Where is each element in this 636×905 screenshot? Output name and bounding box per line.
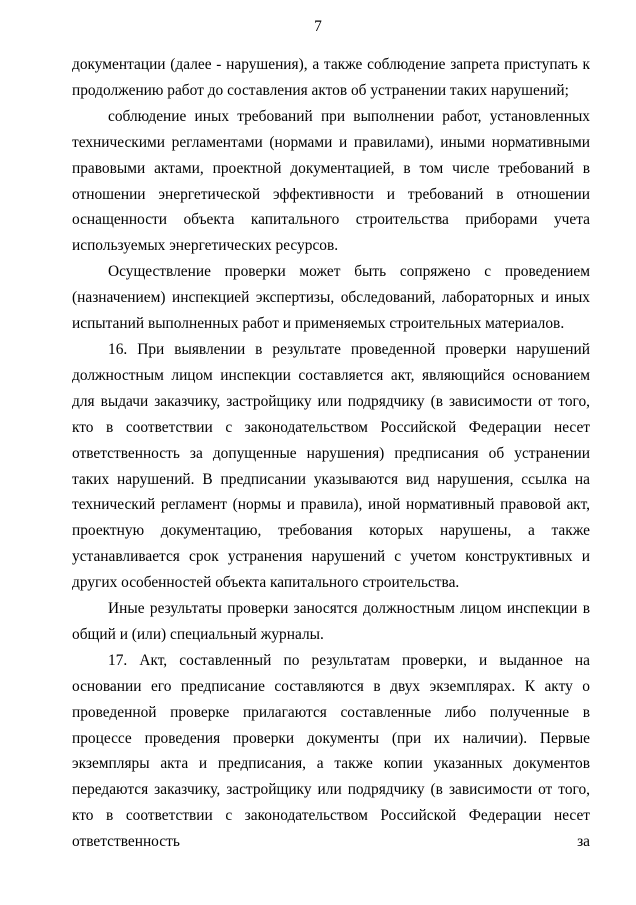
paragraph-item-17: 17. Акт, составленный по результатам проверки, и выданное на основании его предписание составляются в двух экземплярах. К акту о проведенной проверке прилагаются составленные либо полученные в процессе проведения проверки документы (при их наличии). Первые экземпляры акта и предписания, а также копии указанных документов передаются заказчику, застройщику или подрядчику (в зависимости от того, кто в соответствии с законодательством Российской Федерации несет ответственность за <box>72 651 590 851</box>
page-number: 7 <box>314 18 322 35</box>
document-body <box>72 52 590 855</box>
paragraph-documentation-violations: документации (далее - нарушения), а также соблюдение запрета приступать к продолжению работ до составления актов об устранении таких нарушений; <box>72 56 590 99</box>
paragraph-item-16: 16. При выявлении в результате проведенной проверки нарушений должностным лицом инспекции составляется акт, являющийся основанием для выдачи заказчику, застройщику или подрядчику (в зависимости от того, кто в соответствии с законодательством Российской Федерации несет ответственность за допущенные нарушения) предписания об устранении таких нарушений. В предписании указываются вид нарушения, ссылка на технический регламент (нормы и правила), иной нормативный правовой акт, проектную документацию, требования которых нарушены, а также устанавливается срок устранения нарушений с учетом конструктивных и других особенностей объекта капитального строительства. <box>72 340 590 592</box>
paragraph-inspection-journals: Иные результаты проверки заносятся должностным лицом инспекции в общий и (или) специальный журналы. <box>72 600 590 643</box>
paragraph-inspection-expertise: Осуществление проверки может быть сопряжено с проведением (назначением) инспекцией экспертизы, обследований, лабораторных и иных испытаний выполненных работ и применяемых строительных материалов. <box>72 263 590 333</box>
paragraph-other-requirements: соблюдение иных требований при выполнении работ, установленных техническими регламентами (нормами и правилами), иными нормативными правовыми актами, проектной документацией, в том числе требований в отношении энергетической эффективности и требований в отношении оснащенности объекта капитального строительства приборами учета используемых энергетических ресурсов. <box>72 107 590 255</box>
